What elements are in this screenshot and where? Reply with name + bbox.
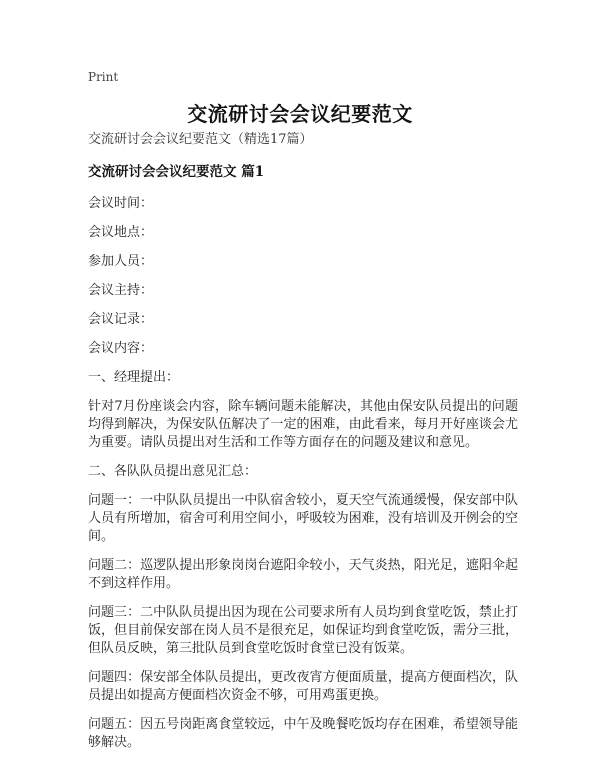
document-subtitle: 交流研讨会会议纪要范文（精选17篇） — [88, 132, 313, 147]
meeting-content-field: 会议内容： — [88, 341, 154, 356]
paragraph-issue-5: 问题五：因五号岗距离食堂较远，中午及晚餐吃饭均存在困难，希望领导能够解决。 — [88, 717, 518, 750]
paragraph-issue-4: 问题四：保安部全体队员提出，更改夜宵方便面质量，提高方便面档次，队员提出如提高方便面档次资金不够，可用鸡蛋更换。 — [88, 670, 518, 703]
document-title: 交流研讨会会议纪要范文 — [187, 102, 413, 126]
section-manager-remarks: 一、经理提出： — [88, 370, 180, 385]
attendees-field: 参加人员： — [88, 254, 154, 269]
paragraph-issue-2: 问题二：巡逻队提出形象岗岗台遮阳伞较小，天气炎热，阳光足，遮阳伞起不到这样作用。 — [88, 558, 518, 591]
section-heading: 交流研讨会会议纪要范文 篇1 — [88, 164, 265, 180]
paragraph-issue-3: 问题三：二中队队员提出因为现在公司要求所有人员均到食堂吃饭，禁止打饭，但目前保安部在岗人员不是很充足，如保证均到食堂吃饭，需分三批，但队员反映，第三批队员到食堂吃饭时食堂已没有饭菜。 — [88, 605, 518, 656]
document-body — [88, 131, 518, 752]
recorder-field: 会议记录： — [88, 312, 154, 327]
meeting-location-field: 会议地点： — [88, 225, 154, 240]
paragraph-issue-1: 问题一：一中队队员提出一中队宿舍较小，夏天空气流通缓慢，保安部中队人员有所增加，宿舍可利用空间小，呼吸较为困难，没有培训及开例会的空间。 — [88, 493, 518, 544]
host-field: 会议主持： — [88, 283, 154, 298]
meeting-time-field: 会议时间： — [88, 196, 154, 211]
section-opinion-summary: 二、各队队员提出意见汇总： — [88, 464, 258, 479]
print-link[interactable]: Print — [88, 70, 119, 84]
paragraph-manager-remarks: 针对7月份座谈会内容，除车辆问题未能解决，其他由保安队员提出的问题均得到解决，为保安队伍解决了一定的困难，由此看来，每月开好座谈会尤为重要。请队员提出对生活和工作等方面存在的问题及建议和意见。 — [88, 399, 518, 450]
